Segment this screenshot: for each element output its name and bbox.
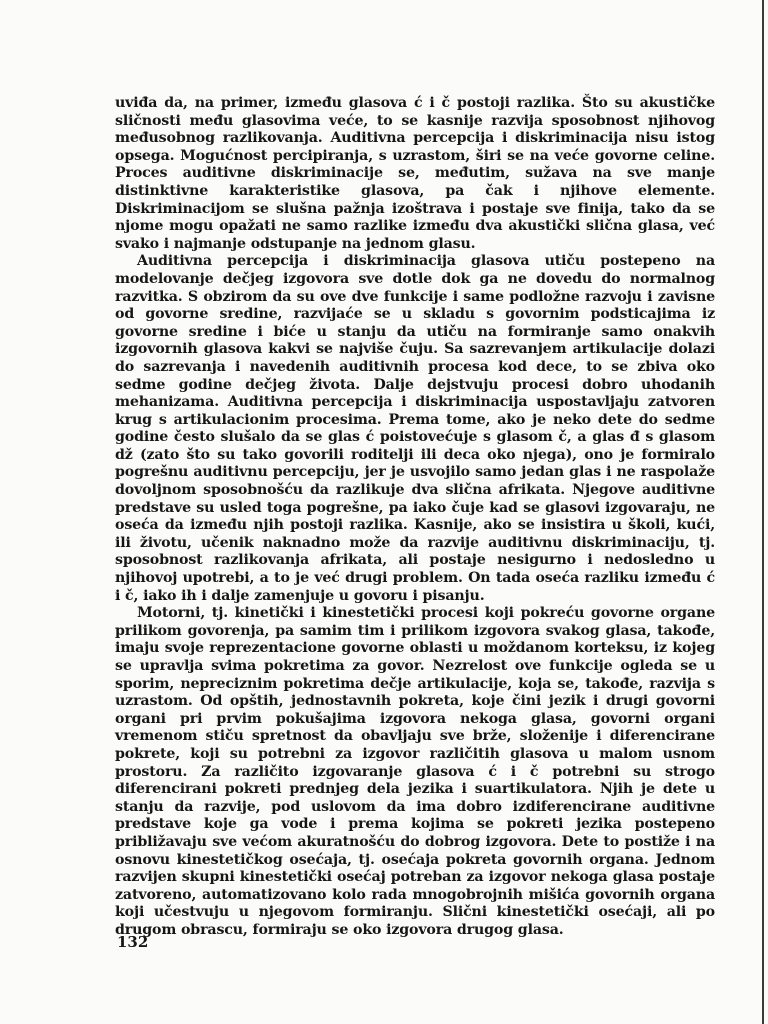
paragraph-3: Motorni, tj. kinetički i kinestetički procesi koji pokreću govorne organe prilikom govorenja, pa samim tim i prilikom izgovora svakog glasa, takođe, imaju svoje reprezentacione govorne oblasti u moždanom korteksu, iz kojeg se upravlja svima pokretima za govor. Nezrelost ove funkcije ogleda se u sporim, nepreciznim pokretima dečje artikulacije, koja se, takođe, razvija s uzrastom. Od opštih, jednostavnih pokreta, koje čini jezik i drugi govorni organi pri prvim pokušajima izgovora nekoga glasa, govorni organi vremenom stiču spretnost da obavljaju sve brže, složenije i diferencirane pokrete, koji su potrebni za izgovor različitih glasova u malom usnom prostoru. Za različito izgovaranje glasova ć i č potrebni su strogo diferencirani pokreti prednjeg dela jezika i suartikulatora. Njih je dete u stanju da razvije, pod uslovom da ima dobro izdiferencirane auditivne predstave koje ga vode i prema kojima se pokreti jezika postepeno približavaju sve većom akuratnošću do dobrog izgovora. Dete to postiže i na osnovu kinestetičkog osećaja, tj. osećaja pokreta govornih organa. Jednom razvijen skupni kinestetički osećaj potreban za izgovor nekoga glasa postaje zatvoreno, automatizovano kolo rada mnogobrojnih mišića govornih organa koji učestvuju u njegovom formiranju. Slični kinestetički osećaji, ali po drugom obrascu, formiraju se oko izgovora drugog glasa. [115, 605, 715, 938]
page-number: 132 [117, 933, 149, 951]
paragraph-1: uviđa da, na primer, između glasova ć i č postoji razlika. Što su akustičke sličnosti među glasovima veće, to se kasnije razvija sposobnost njihovog međusobnog razlikovanja. Auditivna percepcija i diskriminacija nisu istog opsega. Mogućnost percipiranja, s uzrastom, širi se na veće govorne celine. Proces auditivne diskriminacije se, međutim, sužava na sve manje distinktivne karakteristike glasova, pa čak i njihove elemente. Diskriminacijom se slušna pažnja izoštrava i postaje sve finija, tako da se njome mogu opažati ne samo razlike između dva akustički slična glasa, već svako i najmanje odstupanje na jednom glasu. [115, 95, 715, 252]
scan-edge-line [762, 0, 764, 1024]
paragraph-2: Auditivna percepcija i diskriminacija glasova utiču postepeno na modelovanje dečjeg izgovora sve dotle dok ga ne dovedu do normalnog razvitka. S obzirom da su ove dve funkcije i same podložne razvoju i zavisne od govorne sredine, razvijaće se u skladu s govornim podsticajima iz govorne sredine i biće u stanju da utiču na formiranje samo onakvih izgovornih glasova kakvi se najviše čuju. Sa sazrevanjem artikulacije dolazi do sazrevanja i navedenih auditivnih procesa kod dece, to se zbiva oko sedme godine dečjeg života. Dalje dejstvuju procesi dobro uhodanih mehanizama. Auditivna percepcija i diskriminacija uspostavljaju zatvoren krug s artikulacionim procesima. Prema tome, ako je neko dete do sedme godine često slušalo da se glas ć poistovećuje s glasom č, a glas đ s glasom dž (zato što su tako govorili roditelji ili deca oko njega), ono je formiralo pogrešnu auditivnu percepciju, jer je usvojilo samo jedan glas i ne raspolaže dovoljnom sposobnošću da razlikuje dva slična afrikata. Njegove auditivne predstave su usled toga pogrešne, pa iako čuje kad se glasovi izgovaraju, ne oseća da između njih postoji razlika. Kasnije, ako se insistira u školi, kući, ili životu, učenik naknadno može da razvije auditivnu diskriminaciju, tj. sposobnost razlikovanja afrikata, ali postaje nesigurno i nedosledno u njihovoj upotrebi, a to je već drugi problem. On tada oseća razliku između ć i č, iako ih i dalje zamenjuje u govoru i pisanju. [115, 253, 715, 604]
page-body [115, 95, 715, 940]
